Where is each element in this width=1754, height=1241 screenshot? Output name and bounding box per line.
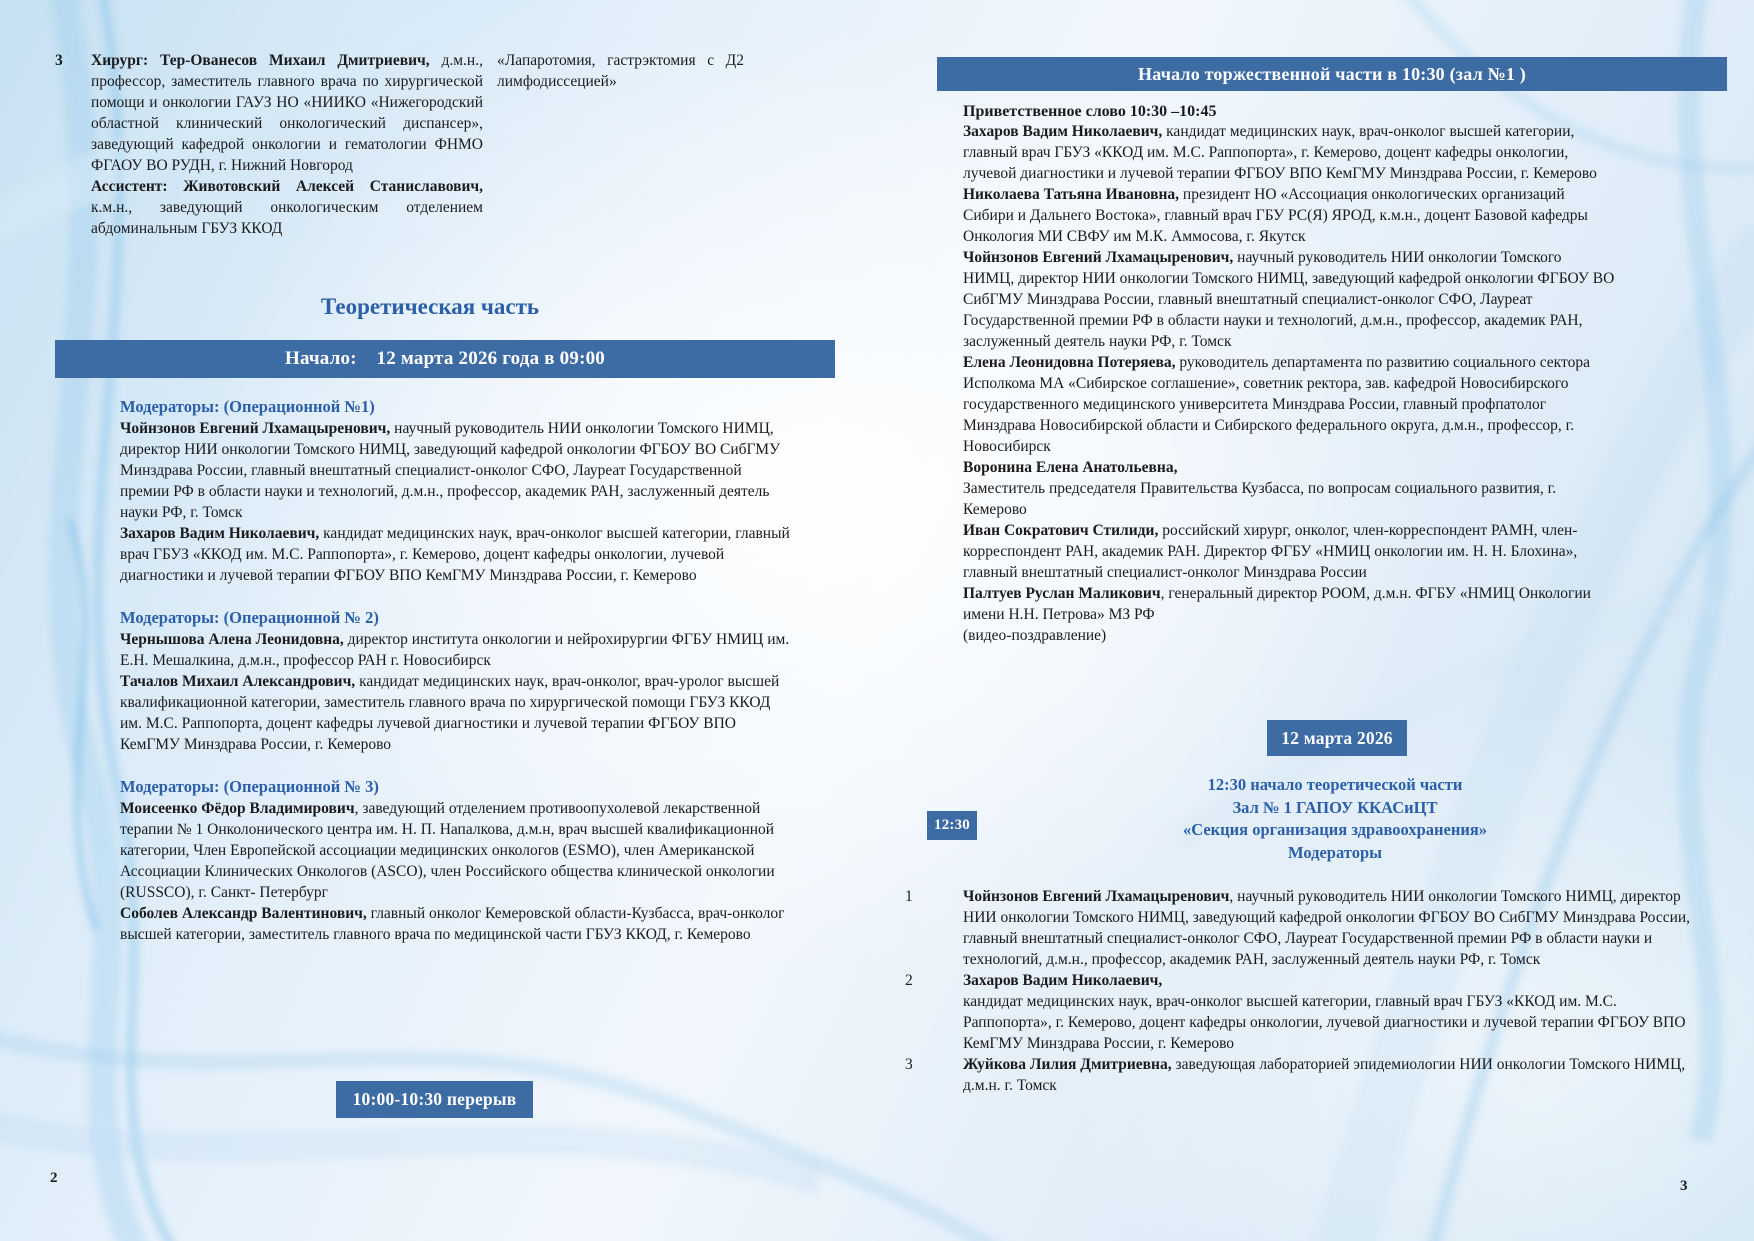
entry-paragraph bbox=[91, 50, 483, 239]
person-name: Тачалов Михаил Александрович, bbox=[120, 673, 356, 690]
speaker-description: научный руководитель НИИ онкологии Томского НИМЦ, директор НИИ онкологии Томского НИМЦ, заведующий кафедрой онкологии ФГБОУ ВО СибГМУ Минздрава России, главный внештатный специалист-онколог СФО, Лауреат Государственной премии РФ в области науки и технологий, д.м.н., профессор, академик РАН, заслуженный деятель науки РФ, г. Томск bbox=[963, 249, 1615, 350]
moderator-list bbox=[905, 886, 1705, 1096]
page-number-left: 2 bbox=[50, 1170, 58, 1186]
person-entry bbox=[120, 418, 790, 523]
list-item bbox=[905, 970, 1705, 1054]
person-entry bbox=[120, 903, 790, 945]
speaker-entry bbox=[963, 457, 1615, 520]
date-badge: 12 марта 2026 bbox=[1267, 720, 1407, 756]
speaker-description: президент НО «Ассоциация онкологических организаций Сибири и Дальнего Востока», главный врач ГБУ РС(Я) ЯРОД, к.м.н., доцент Базовой кафедры Онкология МИ СВФУ им М.К. Аммосова, г. Якутск bbox=[963, 186, 1588, 245]
item-number: 3 bbox=[905, 1056, 913, 1073]
surgeon-credentials: д.м.н., профессор, заместитель главного врача по хирургической помощи и онкологии ГАУЗ НО «НИИКО «Нижегородский областной клинический онкологический диспансер», заведующий кафедрой онкологии и гематологии ФНМО ФГАОУ ВО РУДН, г. Нижний Новгород bbox=[91, 52, 483, 174]
person-name: Захаров Вадим Николаевич, bbox=[120, 525, 320, 542]
speaker-entry bbox=[963, 520, 1615, 583]
operation-topic: «Лапаротомия, гастрэктомия с Д2 лимфодиссецией» bbox=[497, 52, 744, 90]
speaker-name: Воронина Елена Анатольевна, bbox=[963, 459, 1178, 476]
speaker-description: Заместитель председателя Правительства Кузбасса, по вопросам социального развития, г. Кемерово bbox=[963, 480, 1557, 518]
speaker-entry bbox=[963, 121, 1615, 184]
surgery-entry-row bbox=[55, 50, 792, 239]
person-name: Чернышова Алена Леонидовна, bbox=[120, 631, 344, 648]
person-description: научный руководитель НИИ онкологии Томского НИМЦ, директор НИИ онкологии Томского НИМЦ, заведующий кафедрой онкологии ФГБОУ ВО СибГМУ Минздрава России, главный внештатный специалист-онколог СФО, Лауреат Государственной премии РФ в области науки и технологий, д.м.н., профессор, академик РАН, заслуженный деятель науки РФ, г. Томск bbox=[120, 420, 781, 521]
speaker-name: Захаров Вадим Николаевич, bbox=[963, 123, 1163, 140]
item-number: 2 bbox=[905, 972, 913, 989]
entry-number: 3 bbox=[55, 52, 63, 69]
break-banner: 10:00-10:30 перерыв bbox=[336, 1081, 533, 1118]
moderators-section-2 bbox=[120, 608, 790, 755]
speaker-description: руководитель департамента по развитию социального сектора Исполкома МА «Сибирское соглашение», советник ректора, зав. кафедрой Новосибирского государственного медицинского университета Минздрава России, главный профпатолог Минздрава Новосибирской области и Сибирского федерального округа, д.м.н., профессор, г. Новосибирск bbox=[963, 354, 1590, 455]
moderators-title: Модераторы: (Операционной № 2) bbox=[120, 608, 379, 627]
person-description: кандидат медицинских наук, врач-онколог высшей категории, главный врач ГБУЗ «ККОД им. М.С. Раппопорта», г. Кемерово, доцент кафедры онкологии, лучевой диагностики и лучевой терапии ФГБОУ ВПО КемГМУ Минздрава России, г. Кемерово bbox=[120, 525, 790, 584]
video-note: (видео-поздравление) bbox=[963, 627, 1107, 644]
person-entry bbox=[120, 671, 790, 755]
entry-description bbox=[91, 50, 483, 239]
moderator-entry bbox=[963, 1054, 1705, 1096]
speaker-entry bbox=[963, 247, 1615, 352]
person-name: Чойнзонов Евгений Лхамацыренович, bbox=[120, 420, 391, 437]
item-number: 1 bbox=[905, 888, 913, 905]
section-title-theoretical: Теоретическая часть bbox=[320, 294, 540, 319]
schedule-line-hall: Зал № 1 ГАПОУ ККАСиЦТ bbox=[1232, 797, 1438, 817]
schedule-line-start: 12:30 начало теоретической части bbox=[1207, 775, 1463, 794]
moderators-section-1 bbox=[120, 397, 790, 586]
page-number-right: 3 bbox=[1680, 1178, 1688, 1194]
speaker-entry bbox=[963, 184, 1615, 247]
person-description: кандидат медицинских наук, врач-онколог, врач-уролог высшей квалификационной категории, заместитель главного врача по хирургической помощи ГБУЗ ККОД им. М.С. Раппопорта, доцент кафедры лучевой диагностики и лучевой терапии ФГБОУ ВПО КемГМУ Минздрава России, г. Кемерово bbox=[120, 673, 780, 753]
greeting-heading: Приветственное слово 10:30 –10:45 bbox=[963, 103, 1217, 120]
speaker-name: Елена Леонидовна Потеряева, bbox=[963, 354, 1176, 371]
person-entry bbox=[120, 629, 790, 671]
moderator-entry bbox=[963, 886, 1705, 970]
person-name: Соболев Александр Валентинович, bbox=[120, 905, 367, 922]
schedule-heading bbox=[963, 774, 1707, 864]
speaker-name: Иван Сократович Стилиди, bbox=[963, 522, 1159, 539]
list-item bbox=[905, 1054, 1705, 1096]
time-badge: 12:30 bbox=[927, 811, 977, 840]
moderator-description: кандидат медицинских наук, врач-онколог высшей категории, главный врач ГБУЗ «ККОД им. М.С. Раппопорта», г. Кемерово, доцент кафедры онкологии, лучевой диагностики и лучевой терапии ФГБОУ ВПО КемГМУ Минздрава России, г. Кемерово bbox=[963, 993, 1686, 1052]
speaker-name: Чойнзонов Евгений Лхамацыренович, bbox=[963, 249, 1234, 266]
person-description: директор института онкологии и нейрохирургии ФГБУ НМИЦ им. Е.Н. Мешалкина, д.м.н., профессор РАН г. Новосибирск bbox=[120, 631, 790, 669]
moderator-name: Захаров Вадим Николаевич, bbox=[963, 972, 1163, 989]
speaker-entry bbox=[963, 583, 1615, 625]
moderators-title: Модераторы: (Операционной № 3) bbox=[120, 777, 379, 796]
moderator-description: , научный руководитель НИИ онкологии Томского НИМЦ, директор НИИ онкологии Томского НИМЦ, заведующий кафедрой онкологии ФГБОУ ВО СибГМУ Минздрава России, главный внештатный специалист-онколог СФО, Лауреат Государственной премии РФ в области науки и технологий, д.м.н., профессор, академик РАН, заслуженный деятель науки РФ, г. Томск bbox=[963, 888, 1691, 968]
person-name: Моисеенко Фёдор Владимирович bbox=[120, 800, 355, 817]
moderators-title: Модераторы: (Операционной №1) bbox=[120, 397, 375, 416]
start-time-banner: Начало: 12 марта 2026 года в 09:00 bbox=[55, 340, 835, 378]
greeting-speakers-column bbox=[963, 103, 1615, 646]
speaker-name: Палтуев Руслан Маликович bbox=[963, 585, 1161, 602]
speaker-entry bbox=[963, 352, 1615, 457]
speaker-description: российский хирург, онколог, член-корреспондент РАМН, член-корреспондент РАН, академик РАН. Директор ФГБУ «НМИЦ онкологии им. Н. Н. Блохина», главный внештатный специалист-онколог Минздрава России bbox=[963, 522, 1578, 581]
moderators-column bbox=[120, 397, 790, 967]
speaker-description: кандидат медицинских наук, врач-онколог высшей категории, главный врач ГБУЗ «ККОД им. М.С. Раппопорта», г. Кемерово, доцент кафедры онкологии, лучевой диагностики и лучевой терапии ФГБОУ ВПО КемГМУ Минздрава России, г. Кемерово bbox=[963, 123, 1597, 182]
person-entry bbox=[120, 523, 790, 586]
moderator-entry bbox=[963, 970, 1705, 1054]
moderator-name: Чойнзонов Евгений Лхамацыренович bbox=[963, 888, 1230, 905]
surgeon-name: Хирург: Тер-Ованесов Михаил Дмитриевич, bbox=[91, 52, 430, 69]
person-description: , заведующий отделением противоопухолевой лекарственной терапии № 1 Онколонического центра им. Н. П. Напалкова, д.м.н, врач высшей квалификационной категории, Член Европейской ассоциации медицинских онкологов (ESMO), член Американской Ассоциации Клинических Онкологов (ASCO), член Российского общества клинической онкологии (RUSSCO), г. Санкт- Петербург bbox=[120, 800, 775, 901]
schedule-line-moderators: Модераторы bbox=[1288, 842, 1382, 862]
assistant-credentials: к.м.н., заведующий онкологическим отделением абдоминальным ГБУЗ ККОД bbox=[91, 199, 483, 237]
assistant-name: Ассистент: Животовский Алексей Станиславович, bbox=[91, 178, 483, 195]
person-description: главный онколог Кемеровской области-Кузбасса, врач-онколог высшей категории, заместитель главного врача по медицинской части ГБУЗ ККОД, г. Кемерово bbox=[120, 905, 785, 943]
speaker-description: , генеральный директор РООМ, д.м.н. ФГБУ «НМИЦ Онкологии имени Н.Н. Петрова» МЗ РФ bbox=[963, 585, 1591, 623]
moderator-description: заведующая лабораторией эпидемиологии НИИ онкологии Томского НИМЦ, д.м.н. г. Томск bbox=[963, 1056, 1686, 1094]
person-entry bbox=[120, 798, 790, 903]
speaker-name: Николаева Татьяна Ивановна, bbox=[963, 186, 1180, 203]
ceremony-start-banner: Начало торжественной части в 10:30 (зал №1 ) bbox=[937, 57, 1727, 91]
schedule-line-section: «Секция организация здравоохранения» bbox=[1182, 820, 1488, 839]
list-item bbox=[905, 886, 1705, 970]
moderators-section-3 bbox=[120, 777, 790, 945]
moderator-name: Жуйкова Лилия Дмитриевна, bbox=[963, 1056, 1172, 1073]
